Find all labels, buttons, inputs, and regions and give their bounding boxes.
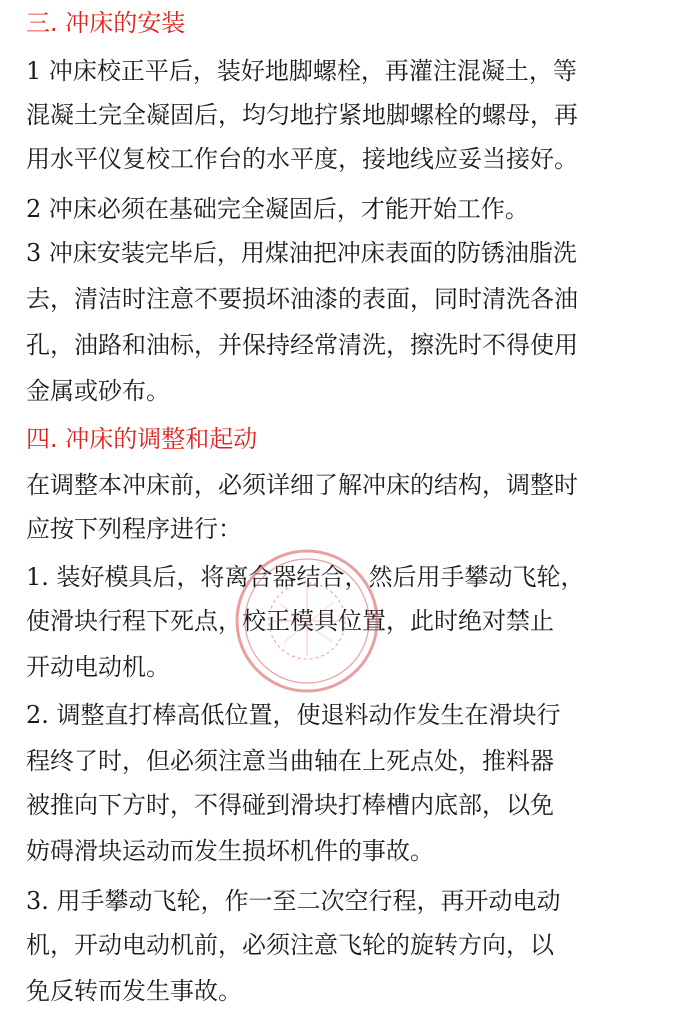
paragraph-line: 在调整本冲床前，必须详细了解冲床的结构，调整时: [26, 471, 578, 499]
paragraph-line: 使滑块行程下死点，校正模具位置，此时绝对禁止: [26, 607, 554, 635]
paragraph-line: 应按下列程序进行：: [26, 515, 242, 543]
paragraph-line: 免反转而发生事故。: [26, 977, 242, 1005]
paragraph-line: 3. 用手攀动飞轮，作一至二次空行程，再开动电动: [26, 887, 561, 915]
paragraph-line: 程终了时，但必须注意当曲轴在上死点处，推料器: [26, 747, 554, 775]
paragraph-line: 被推向下方时，不得碰到滑块打棒槽内底部，以免: [26, 791, 554, 819]
paragraph-line: 开动电动机。: [26, 653, 170, 681]
paragraph-line: 妨碍滑块运动而发生损坏机件的事故。: [26, 837, 434, 865]
section-heading-installation: 三. 冲床的安装: [26, 9, 186, 37]
paragraph-line: 2. 调整直打棒高低位置，使退料动作发生在滑块行: [26, 701, 561, 729]
paragraph-line: 混凝土完全凝固后，均匀地拧紧地脚螺栓的螺母，再: [26, 101, 578, 129]
paragraph-line: 金属或砂布。: [26, 377, 170, 405]
paragraph-line: 机，开动电动机前，必须注意飞轮的旋转方向，以: [26, 931, 554, 959]
section-heading-adjustment: 四. 冲床的调整和起动: [26, 425, 258, 453]
paragraph-line: 去，清洁时注意不要损坏油漆的表面，同时清洗各油: [26, 285, 578, 313]
watermark-seal-icon: [232, 546, 382, 696]
paragraph-line: 3 冲床安装完毕后，用煤油把冲床表面的防锈油脂洗: [26, 239, 577, 267]
paragraph-line: 孔，油路和油标，并保持经常清洗，擦洗时不得使用: [26, 331, 578, 359]
paragraph-line: 1 冲床校正平后，装好地脚螺栓，再灌注混凝土，等: [26, 57, 577, 85]
paragraph-line: 用水平仪复校工作台的水平度，接地线应妥当接好。: [26, 145, 578, 173]
paragraph-line: 1. 装好模具后，将离合器结合，然后用手攀动飞轮，: [26, 563, 585, 591]
paragraph-line: 2 冲床必须在基础完全凝固后，才能开始工作。: [26, 195, 529, 223]
